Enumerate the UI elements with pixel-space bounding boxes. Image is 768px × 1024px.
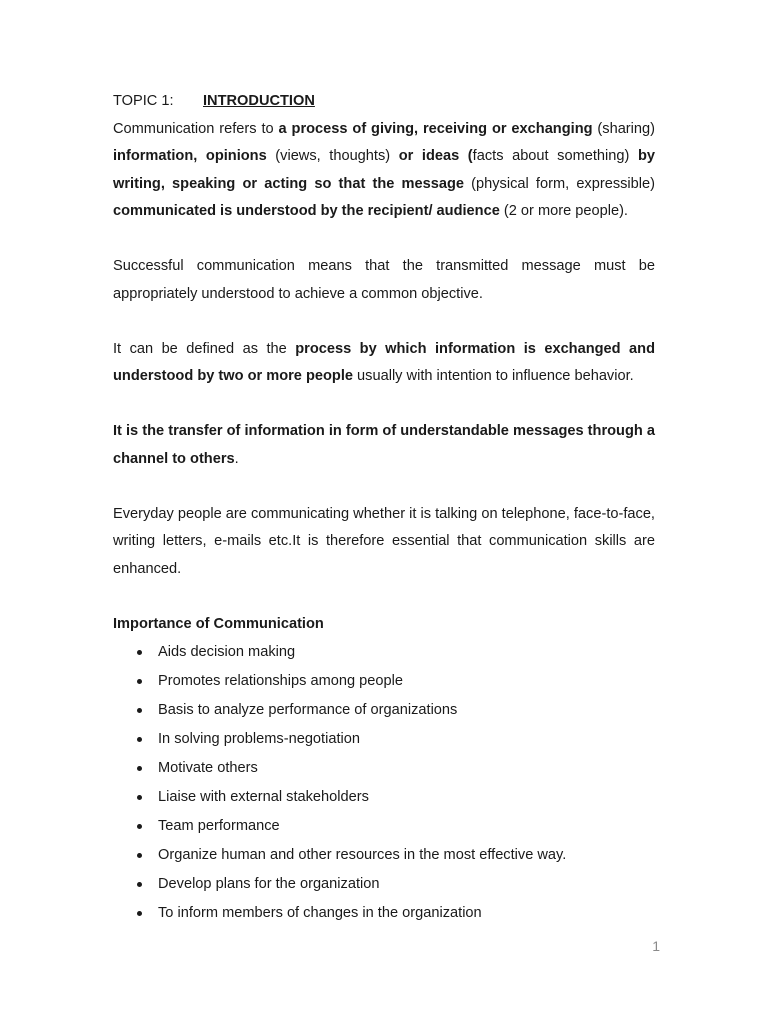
- list-item: [113, 899, 655, 928]
- page-number: 1: [652, 938, 660, 954]
- list-item-label: To inform members of changes in the organization: [158, 905, 482, 921]
- bullet-icon: [137, 911, 142, 916]
- topic-number: TOPIC 1:: [113, 93, 174, 109]
- bullet-icon: [137, 795, 142, 800]
- transfer-paragraph: [113, 418, 655, 473]
- list-item-label: Aids decision making: [158, 644, 296, 660]
- list-item: [113, 696, 655, 725]
- para1-text-6: (2 or more people).: [499, 203, 628, 219]
- list-item-label: Organize human and other resources in the most effective way.: [158, 847, 567, 863]
- list-item: [113, 667, 655, 696]
- list-item: [113, 638, 655, 667]
- bullet-icon: [137, 737, 142, 742]
- para1-text-2: (sharing): [592, 120, 656, 137]
- importance-heading: Importance of Communication: [113, 615, 324, 632]
- list-item: [113, 812, 655, 841]
- bullet-icon: [137, 853, 142, 858]
- list-item-label: Develop plans for the organization: [158, 876, 380, 892]
- list-item-label: Motivate others: [158, 760, 258, 776]
- para1-bold-5: communicated is understood by the recipient/ audience: [113, 203, 500, 219]
- process-paragraph: [113, 336, 655, 391]
- para1-bold-4: by writing, speaking or acting so that the message: [113, 148, 655, 192]
- para3-text-2: usually with intention to influence behavior.: [353, 368, 634, 384]
- list-item-label: Promotes relationships among people: [158, 673, 403, 689]
- para1-bold-2: information, opinions: [113, 148, 267, 164]
- bullet-icon: [137, 824, 142, 829]
- topic-heading: [113, 88, 655, 116]
- list-item: [113, 783, 655, 812]
- list-item-label: Team performance: [158, 818, 280, 834]
- list-item: [113, 841, 655, 870]
- list-item-label: Liaise with external stakeholders: [158, 789, 369, 805]
- list-item-label: In solving problems-negotiation: [158, 731, 360, 747]
- importance-list: [113, 638, 655, 928]
- bullet-icon: [137, 650, 142, 655]
- list-item: [113, 725, 655, 754]
- para4-bold-1: It is the transfer of information in form of understandable messages through a channel to others: [113, 423, 655, 467]
- everyday-paragraph: Everyday people are communicating whether it is talking on telephone, face-to-face, writing letters, e-mails etc.It is therefore essential that communication skills are enhanced.: [113, 505, 655, 577]
- definition-paragraph: [113, 116, 655, 226]
- success-paragraph: Successful communication means that the transmitted message must be appropriately understood to achieve a common objective.: [113, 258, 655, 302]
- para4-text-1: .: [234, 450, 239, 467]
- document-page: [113, 88, 655, 928]
- list-item-label: Basis to analyze performance of organizations: [158, 702, 458, 718]
- list-item: [113, 870, 655, 899]
- para1-bold-3: or ideas (: [398, 148, 473, 164]
- list-item: [113, 754, 655, 783]
- bullet-icon: [137, 679, 142, 684]
- para1-text-5: (physical form, expressible): [464, 175, 655, 192]
- para1-text-3: (views, thoughts): [266, 148, 399, 164]
- para1-bold-1: a process of giving, receiving or exchanging: [278, 120, 593, 137]
- bullet-icon: [137, 882, 142, 887]
- para1-text-1: Communication refers to: [113, 120, 279, 137]
- topic-title: INTRODUCTION: [203, 93, 315, 109]
- bullet-icon: [137, 766, 142, 771]
- bullet-icon: [137, 708, 142, 713]
- para3-bold-1: process by which information is exchanged and understood by two or more people: [113, 340, 655, 384]
- para1-text-4: facts about something): [472, 148, 638, 164]
- para3-text-1: It can be defined as the: [113, 340, 296, 357]
